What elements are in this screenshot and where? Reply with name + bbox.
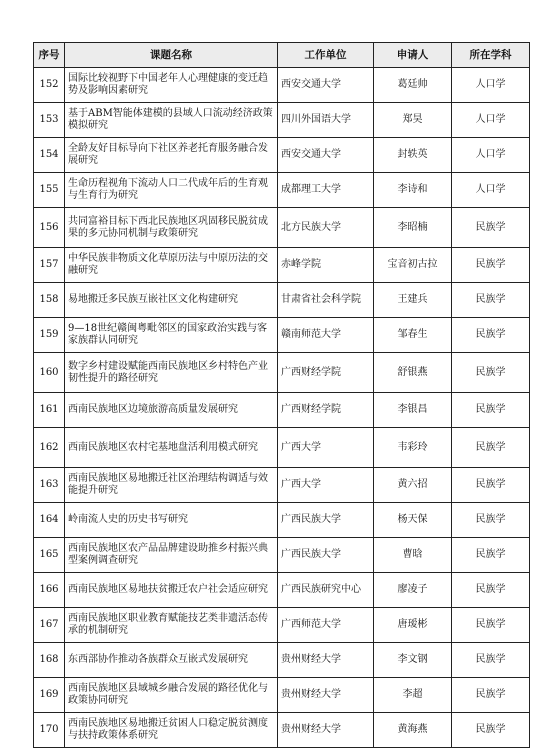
table-row	[34, 283, 530, 318]
cell-title: 生命历程视角下流动人口二代成年后的生育观与生育行为研究	[65, 173, 278, 208]
document-page	[33, 42, 529, 748]
cell-applicant: 杨天保	[374, 503, 452, 538]
cell-title: 西南民族地区职业教育赋能技艺类非遗活态传承的机制研究	[65, 608, 278, 643]
cell-applicant: 王建兵	[374, 283, 452, 318]
cell-title: 共同富裕目标下西北民族地区巩固移民脱贫成果的多元协同机制与政策研究	[65, 208, 278, 248]
cell-subject: 民族学	[452, 608, 530, 643]
cell-no: 170	[34, 713, 65, 748]
cell-subject: 民族学	[452, 393, 530, 428]
table-row	[34, 248, 530, 283]
cell-title: 西南民族地区县域城乡融合发展的路径优化与政策协同研究	[65, 678, 278, 713]
table-header-row	[34, 43, 530, 68]
cell-subject: 人口学	[452, 138, 530, 173]
cell-subject: 民族学	[452, 678, 530, 713]
table-row	[34, 573, 530, 608]
cell-subject: 民族学	[452, 353, 530, 393]
cell-no: 161	[34, 393, 65, 428]
cell-title: 西南民族地区农产品品牌建设助推乡村振兴典型案例调查研究	[65, 538, 278, 573]
project-list-table	[33, 42, 530, 748]
table-row	[34, 103, 530, 138]
table-row	[34, 503, 530, 538]
cell-unit: 贵州财经大学	[278, 713, 374, 748]
cell-no: 168	[34, 643, 65, 678]
cell-subject: 人口学	[452, 68, 530, 103]
cell-title: 易地搬迁多民族互嵌社区文化构建研究	[65, 283, 278, 318]
cell-no: 160	[34, 353, 65, 393]
table-row	[34, 678, 530, 713]
cell-subject: 民族学	[452, 643, 530, 678]
cell-no: 155	[34, 173, 65, 208]
cell-applicant: 黄六招	[374, 468, 452, 503]
cell-unit: 赣南师范大学	[278, 318, 374, 353]
cell-no: 164	[34, 503, 65, 538]
table-row	[34, 643, 530, 678]
cell-title: 西南民族地区农村宅基地盘活利用模式研究	[65, 428, 278, 468]
cell-no: 152	[34, 68, 65, 103]
cell-subject: 民族学	[452, 503, 530, 538]
cell-unit: 广西民族研究中心	[278, 573, 374, 608]
cell-applicant: 李文钢	[374, 643, 452, 678]
header-applicant: 申请人	[374, 43, 452, 68]
cell-applicant: 舒银燕	[374, 353, 452, 393]
cell-applicant: 唐瑷彬	[374, 608, 452, 643]
table-row	[34, 173, 530, 208]
cell-title: 基于ABM智能体建模的县域人口流动经济政策模拟研究	[65, 103, 278, 138]
cell-applicant: 廖凌子	[374, 573, 452, 608]
cell-applicant: 曹晗	[374, 538, 452, 573]
cell-unit: 广西师范大学	[278, 608, 374, 643]
cell-subject: 民族学	[452, 208, 530, 248]
cell-applicant: 郑昊	[374, 103, 452, 138]
cell-applicant: 李昭楠	[374, 208, 452, 248]
table-row	[34, 608, 530, 643]
cell-applicant: 李超	[374, 678, 452, 713]
cell-unit: 赤峰学院	[278, 248, 374, 283]
cell-unit: 西安交通大学	[278, 138, 374, 173]
cell-title: 数字乡村建设赋能西南民族地区乡村特色产业韧性提升的路径研究	[65, 353, 278, 393]
cell-title: 国际比较视野下中国老年人心理健康的变迁趋势及影响因素研究	[65, 68, 278, 103]
cell-subject: 民族学	[452, 318, 530, 353]
cell-no: 156	[34, 208, 65, 248]
table-row	[34, 538, 530, 573]
cell-unit: 甘肃省社会科学院	[278, 283, 374, 318]
cell-applicant: 邹春生	[374, 318, 452, 353]
cell-applicant: 封轶英	[374, 138, 452, 173]
cell-subject: 民族学	[452, 283, 530, 318]
cell-no: 162	[34, 428, 65, 468]
cell-unit: 广西民族大学	[278, 503, 374, 538]
cell-applicant: 李诗和	[374, 173, 452, 208]
table-row	[34, 68, 530, 103]
cell-title: 西南民族地区边境旅游高质量发展研究	[65, 393, 278, 428]
cell-unit: 西安交通大学	[278, 68, 374, 103]
cell-subject: 民族学	[452, 468, 530, 503]
cell-applicant: 韦彩玲	[374, 428, 452, 468]
cell-subject: 民族学	[452, 428, 530, 468]
cell-subject: 人口学	[452, 173, 530, 208]
table-row	[34, 393, 530, 428]
cell-unit: 广西财经学院	[278, 393, 374, 428]
cell-title: 9—18世纪赣闽粤毗邻区的国家政治实践与客家族群认同研究	[65, 318, 278, 353]
cell-subject: 民族学	[452, 248, 530, 283]
cell-title: 西南民族地区易地扶贫搬迁农户社会适应研究	[65, 573, 278, 608]
cell-title: 西南民族地区易地搬迁社区治理结构调适与效能提升研究	[65, 468, 278, 503]
cell-no: 158	[34, 283, 65, 318]
header-no: 序号	[34, 43, 65, 68]
cell-applicant: 葛廷帅	[374, 68, 452, 103]
cell-no: 167	[34, 608, 65, 643]
header-subject: 所在学科	[452, 43, 530, 68]
table-row	[34, 318, 530, 353]
cell-unit: 广西大学	[278, 468, 374, 503]
cell-applicant: 李银昌	[374, 393, 452, 428]
table-row	[34, 428, 530, 468]
cell-unit: 成都理工大学	[278, 173, 374, 208]
header-title: 课题名称	[65, 43, 278, 68]
table-row	[34, 208, 530, 248]
cell-no: 163	[34, 468, 65, 503]
cell-unit: 广西财经学院	[278, 353, 374, 393]
cell-no: 159	[34, 318, 65, 353]
cell-unit: 广西民族大学	[278, 538, 374, 573]
cell-title: 全龄友好目标导向下社区养老托育服务融合发展研究	[65, 138, 278, 173]
cell-no: 157	[34, 248, 65, 283]
cell-unit: 北方民族大学	[278, 208, 374, 248]
table-body	[34, 68, 530, 748]
cell-subject: 民族学	[452, 713, 530, 748]
cell-no: 166	[34, 573, 65, 608]
cell-unit: 贵州财经大学	[278, 678, 374, 713]
cell-title: 中华民族非物质文化草原历法与中原历法的交融研究	[65, 248, 278, 283]
cell-title: 东西部协作推动各族群众互嵌式发展研究	[65, 643, 278, 678]
cell-unit: 广西大学	[278, 428, 374, 468]
table-row	[34, 713, 530, 748]
cell-unit: 四川外国语大学	[278, 103, 374, 138]
header-unit: 工作单位	[278, 43, 374, 68]
cell-title: 岭南流人史的历史书写研究	[65, 503, 278, 538]
cell-subject: 民族学	[452, 573, 530, 608]
cell-applicant: 宝音初古拉	[374, 248, 452, 283]
cell-title: 西南民族地区易地搬迁贫困人口稳定脱贫测度与扶持政策体系研究	[65, 713, 278, 748]
cell-no: 153	[34, 103, 65, 138]
cell-subject: 人口学	[452, 103, 530, 138]
table-row	[34, 468, 530, 503]
cell-no: 169	[34, 678, 65, 713]
table-row	[34, 138, 530, 173]
cell-no: 154	[34, 138, 65, 173]
cell-unit: 贵州财经大学	[278, 643, 374, 678]
cell-subject: 民族学	[452, 538, 530, 573]
table-row	[34, 353, 530, 393]
cell-no: 165	[34, 538, 65, 573]
cell-applicant: 黄海燕	[374, 713, 452, 748]
